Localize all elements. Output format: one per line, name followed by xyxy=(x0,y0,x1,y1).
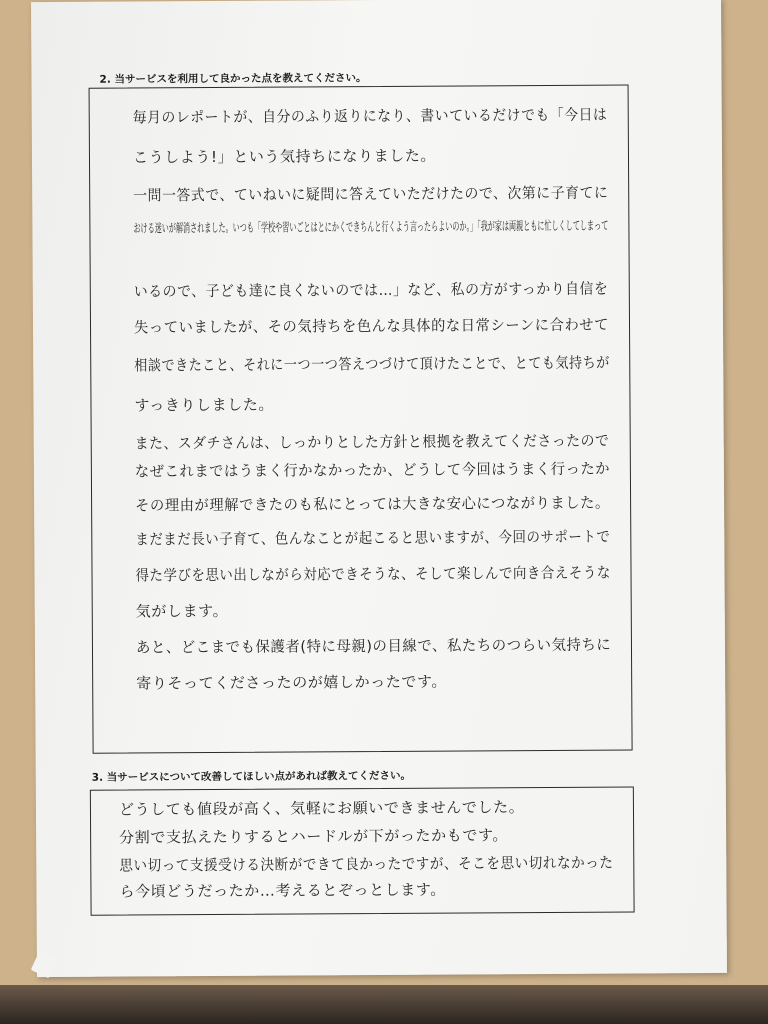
answer-2-line-5: いるので、子ども達に良くないのでは…」など、私の方がすっかり自信を xyxy=(133,279,609,301)
answer-3-line-1: どうしても値段が高く、気軽にお願いできませんでした。 xyxy=(118,798,525,819)
answer-box-2 xyxy=(89,84,633,753)
answer-2-line-3: 一問一答式で、ていねいに疑問に答えていただけたので、次第に子育てに xyxy=(133,183,609,205)
answer-2-line-16: 寄りそってくださったのが嬉しかったです。 xyxy=(136,672,448,693)
answer-2-line-4: おける迷いが解消されました。いつも「学校や習いごとはとにかくできちんと行くよう言ったらよいのか。」「我が家は両親ともに忙しくしてしまって xyxy=(133,217,609,236)
answer-2-line-11: その理由が理解できたのも私にとっては大きな安心につながりました。 xyxy=(135,493,610,515)
table-edge xyxy=(0,985,768,1024)
answer-3-line-4: ら今頃どうだったか…考えるとぞっとします。 xyxy=(119,880,446,901)
answer-2-line-1: 毎月のレポートが、自分のふり返りになり、書いているだけでも「今日は xyxy=(132,105,608,127)
answer-2-line-6: 失っていましたが、その気持ちを色んな具体的な日常シーンに合わせて xyxy=(133,315,610,337)
answer-2-line-10: なぜこれまではうまく行かなかったか、どうして今回はうまく行ったか xyxy=(134,459,611,481)
answer-2-line-14: 気がします。 xyxy=(135,601,229,621)
answer-2-line-13: 得た学びを思い出しながら対応できそうな、そして楽しんで向き合えそうな xyxy=(135,563,611,585)
answer-3-line-3: 思い切って支援受ける決断ができて良かったですが、そこを思い切れなかった xyxy=(119,853,614,875)
question-3-heading: 3. 当サービスについて改善してほしい点があれば教えてください。 xyxy=(91,769,412,784)
answer-2-line-12: まだまだ長い子育て、色んなことが起こると思いますが、今回のサポートで xyxy=(135,527,611,549)
question-2-heading: 2. 当サービスを利用して良かった点を教えてください。 xyxy=(99,72,367,86)
answer-2-line-2: こうしよう!」という気持ちになりました。 xyxy=(132,146,437,167)
answer-box-3 xyxy=(90,786,635,915)
answer-2-line-8: すっきりしました。 xyxy=(134,395,275,415)
answer-2-line-9: また、スダチさんは、しっかりとした方針と根拠を教えてくださったので xyxy=(134,431,610,453)
answer-3-line-2: 分割で支払えたりするとハードルが下がったかもです。 xyxy=(119,826,508,847)
answer-2-line-15: あと、どこまでも保護者(特に母親)の目線で、私たちのつらい気持ちに xyxy=(135,635,612,657)
survey-paper xyxy=(31,0,727,977)
answer-2-line-7: 相談できたこと、それに一つ一つ答えつづけて頂けたことで、とても気持ちが xyxy=(134,353,610,375)
